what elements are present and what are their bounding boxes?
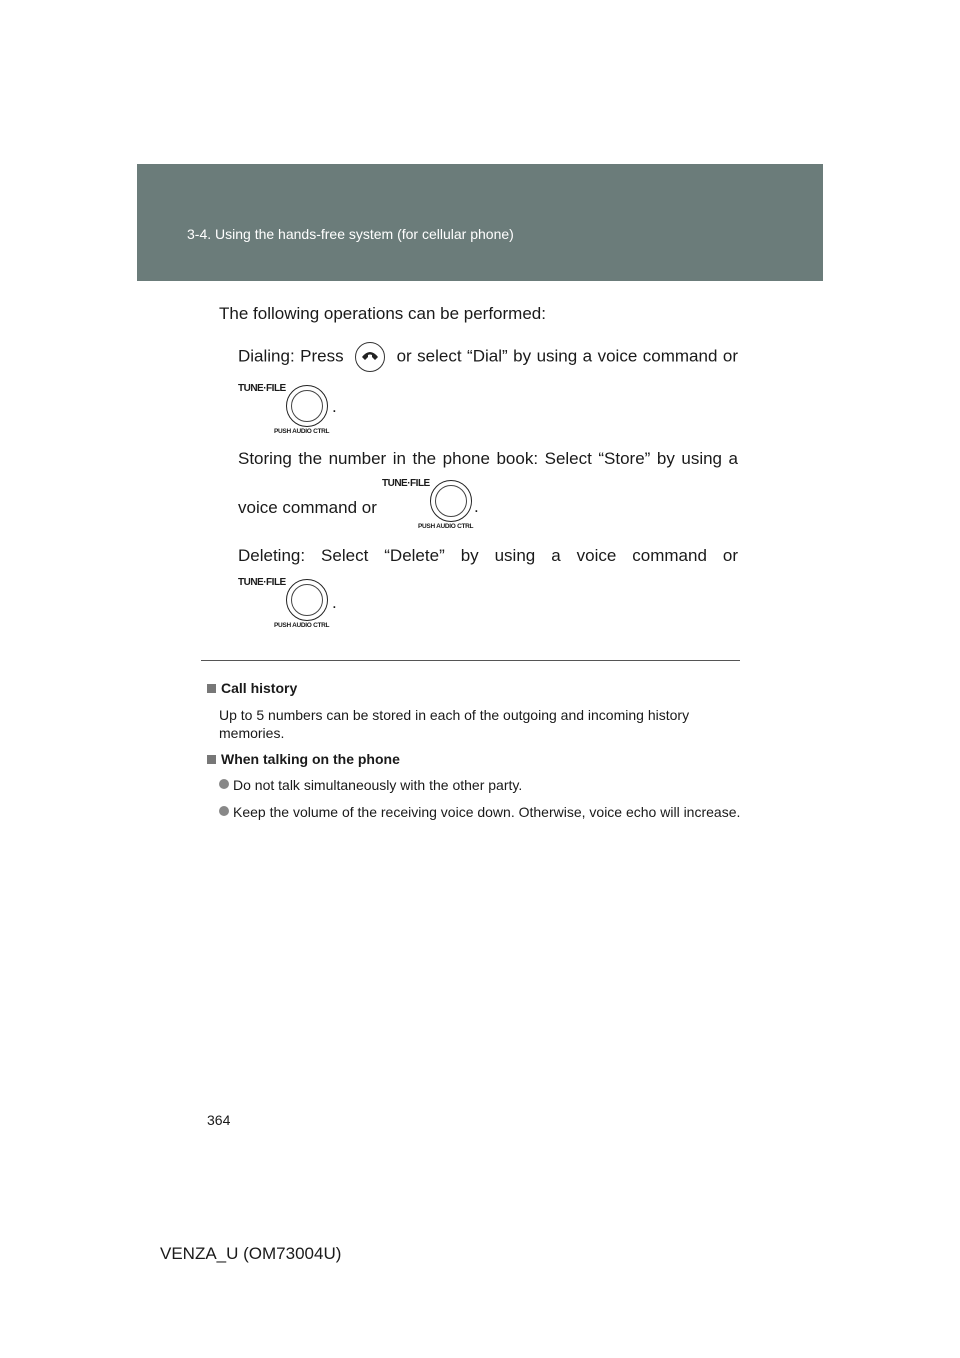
knob-label-top: TUNE·FILE	[238, 577, 286, 588]
note-heading-call-history	[207, 680, 297, 696]
dialing-pre: Dialing: Press	[238, 346, 344, 366]
knob-label-bottom: PUSH AUDIO CTRL	[274, 428, 330, 435]
bullet-text: Do not talk simultaneously with the other party.	[233, 777, 523, 793]
knob-label-bottom: PUSH AUDIO CTRL	[418, 523, 474, 530]
divider	[201, 660, 740, 661]
footer-code: VENZA_U (OM73004U)	[160, 1244, 342, 1263]
tune-file-knob-icon	[238, 383, 338, 439]
deleting-end: .	[332, 593, 337, 612]
knob-label-top: TUNE·FILE	[382, 478, 430, 489]
storing-end: .	[474, 497, 479, 516]
section-header	[137, 164, 823, 281]
knob-label-top: TUNE·FILE	[238, 383, 286, 394]
square-bullet-icon	[207, 755, 216, 764]
list-item	[219, 776, 741, 794]
deleting-line: Deleting: Select “Delete” by using a voice command or	[238, 546, 738, 565]
list-item	[219, 803, 741, 821]
dialing-post: or select “Dial” by using a voice command or	[396, 346, 738, 366]
storing-line-1: Storing the number in the phone book: Select “Store” by using a	[238, 449, 738, 468]
tune-file-knob-icon	[382, 478, 482, 534]
knob-circle-icon	[286, 579, 328, 621]
square-bullet-icon	[207, 684, 216, 693]
knob-circle-icon	[286, 385, 328, 427]
note-heading-talking	[207, 751, 400, 767]
bullet-text: Keep the volume of the receiving voice down. Otherwise, voice echo will increase.	[233, 804, 741, 820]
knob-circle-icon	[430, 480, 472, 522]
knob-label-bottom: PUSH AUDIO CTRL	[274, 622, 330, 629]
note-title: Call history	[221, 680, 298, 696]
note-title: When talking on the phone	[221, 751, 400, 767]
dialing-end: .	[332, 397, 337, 416]
intro-text: The following operations can be performed:	[219, 304, 546, 323]
tune-file-knob-icon	[238, 577, 338, 633]
section-title: 3-4. Using the hands-free system (for cellular phone)	[187, 226, 514, 242]
dialing-line	[238, 342, 738, 372]
round-bullet-icon	[219, 779, 229, 789]
page-number: 364	[207, 1112, 231, 1128]
round-bullet-icon	[219, 806, 229, 816]
phone-icon	[355, 342, 385, 372]
storing-line-2: voice command or	[238, 498, 377, 517]
note-text-call-history: Up to 5 numbers can be stored in each of the outgoing and incoming history memories.	[219, 707, 690, 741]
